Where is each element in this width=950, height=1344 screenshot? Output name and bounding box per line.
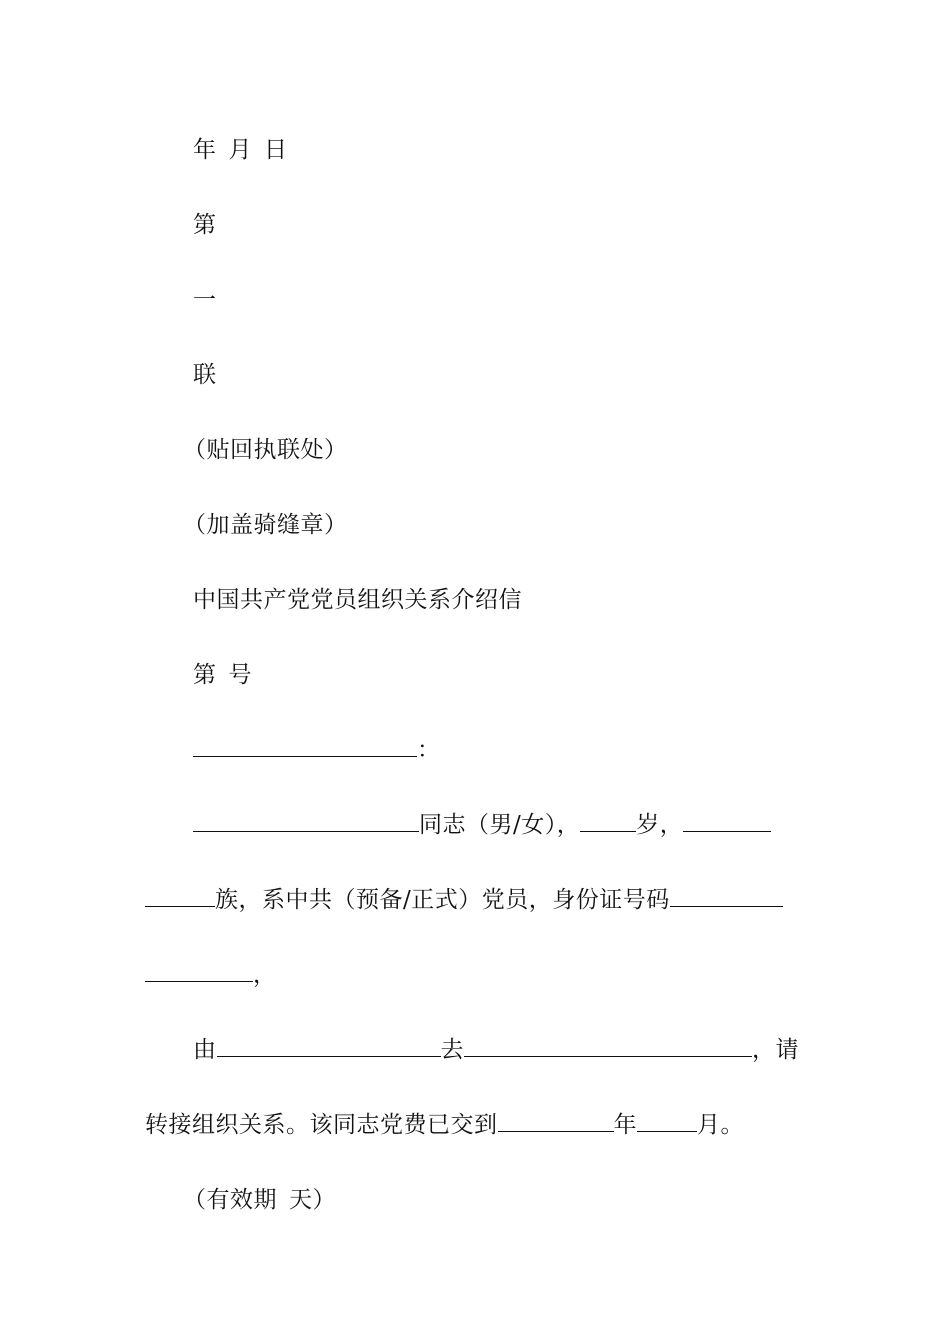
validity-suffix: 天） [289, 1187, 336, 1213]
ethnicity-blank-end[interactable] [145, 886, 215, 907]
origin-org-blank[interactable] [217, 1036, 441, 1057]
name-blank[interactable] [193, 811, 419, 832]
number-line [193, 660, 252, 690]
paragraph-line-4 [193, 1035, 799, 1065]
date-month-label: 月 [228, 137, 252, 163]
paragraph-line-5 [145, 1110, 744, 1140]
receipt-note: （贴回执联处） [183, 437, 348, 463]
age-blank[interactable] [580, 811, 636, 832]
stub-label-lian: 联 [193, 362, 217, 388]
stub-label-yi: 一 [193, 287, 217, 313]
comrade-gender-text: 同志（男/女）， [419, 812, 581, 838]
paragraph-line-2 [145, 885, 783, 915]
letter-title: 中国共产党党员组织关系介绍信 [193, 587, 522, 613]
age-text: 岁， [636, 812, 684, 838]
party-member-text: 族，系中共（预备/正式）党员，身份证号码 [215, 887, 670, 913]
dues-year-blank[interactable] [498, 1111, 614, 1132]
transfer-dues-text: 转接组织关系。该同志党费已交到 [145, 1112, 498, 1138]
paragraph-line-3 [145, 960, 277, 990]
stub-label-di: 第 [193, 212, 217, 238]
dues-year-label: 年 [613, 1112, 637, 1138]
id-number-blank-end[interactable] [145, 961, 253, 982]
validity-prefix: （有效期 [183, 1187, 277, 1213]
from-text: 由 [193, 1037, 217, 1063]
addressee-line [193, 735, 441, 765]
date-year-label: 年 [193, 137, 217, 163]
id-number-comma: ， [253, 962, 277, 988]
destination-org-blank[interactable] [464, 1036, 752, 1057]
number-prefix: 第 [193, 662, 217, 688]
dues-month-blank[interactable] [637, 1111, 697, 1132]
please-text: ，请 [752, 1037, 799, 1063]
ethnicity-blank-start[interactable] [683, 811, 771, 832]
validity-line [183, 1185, 336, 1215]
paragraph-line-1 [193, 810, 771, 840]
dues-month-label: 月。 [697, 1112, 744, 1138]
id-number-blank-start[interactable] [670, 886, 783, 907]
number-suffix: 号 [228, 662, 252, 688]
addressee-blank[interactable] [193, 736, 417, 757]
to-text: 去 [440, 1037, 464, 1063]
date-line [193, 135, 288, 165]
date-day-label: 日 [264, 137, 288, 163]
seal-note: （加盖骑缝章） [183, 512, 348, 538]
addressee-colon: ： [417, 737, 441, 763]
